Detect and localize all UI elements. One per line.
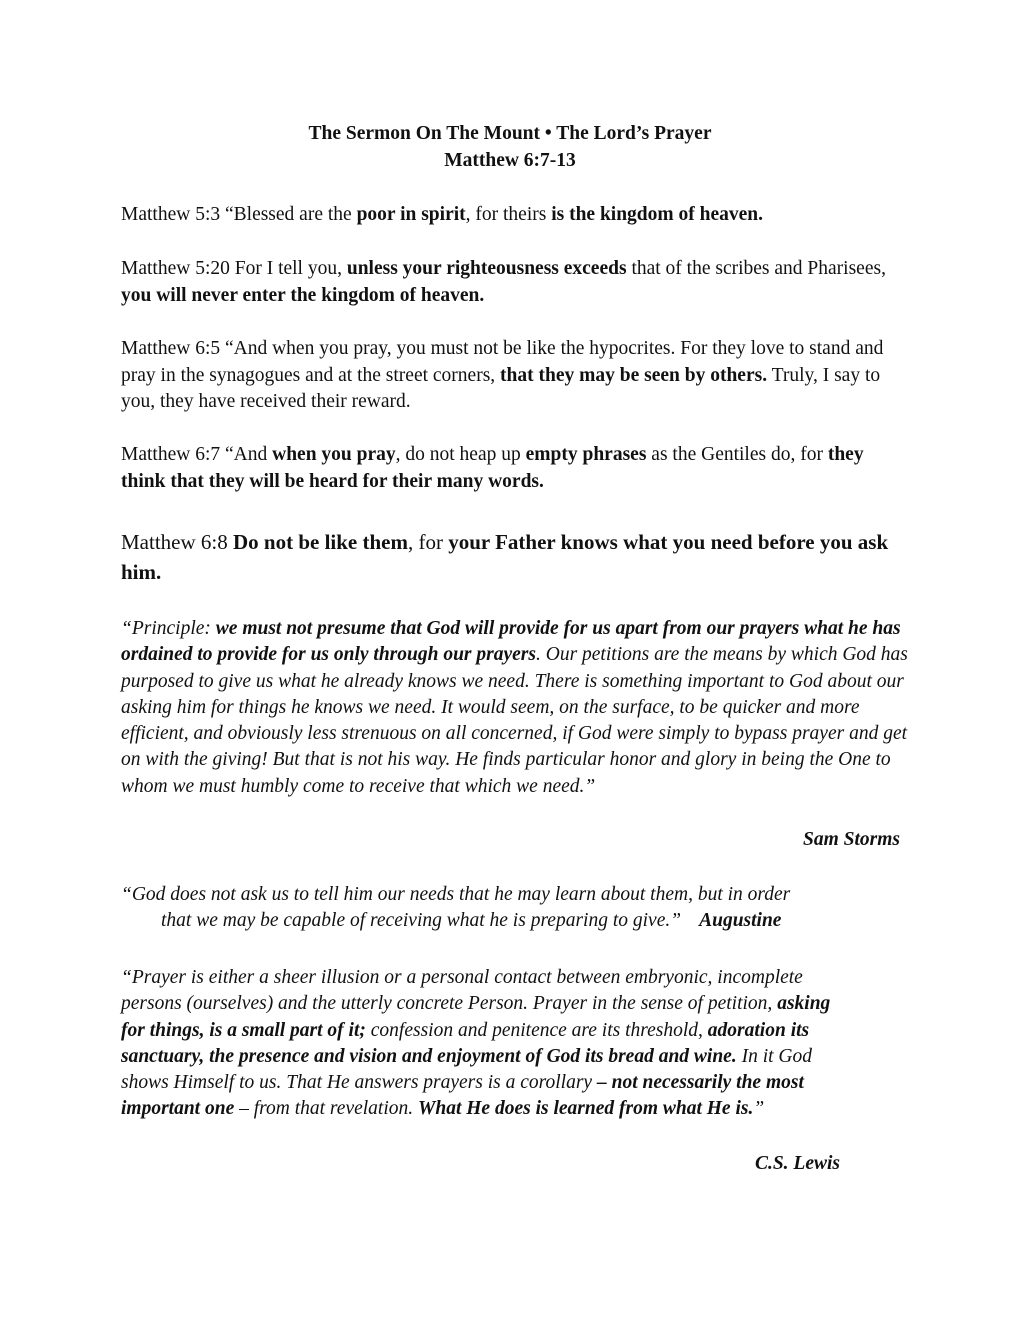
quote-sam-storms: “Principle: we must not presume that God will provide for us apart from our prayers what he has ordained to provide for us only through our prayers. Our petitions are the means by which God has purposed to give us what he already knows we need. There is something important to God about our asking him for things he knows we need. It would seem, on the surface, to be quicker and more efficient, and obviously less strenuous on all concerned, if God were simply to bypass prayer and get on with the giving! But that is not his way. He finds particular honor and glory in being the One to whom we must humbly come to receive that which we need.” [121, 618, 908, 797]
verse-matthew-6-8: Matthew 6:8 Do not be like them, for your Father knows what you need before you ask him. [121, 530, 889, 584]
page-title: The Sermon On The Mount • The Lord’s Prayer [308, 123, 712, 144]
verse-matthew-5-3: Matthew 5:3 “Blessed are the poor in spirit, for theirs is the kingdom of heaven. [121, 204, 764, 225]
quote-author-augustine: Augustine [699, 910, 782, 932]
quote-author-sam-storms: Sam Storms [803, 829, 900, 850]
quote-author-cs-lewis: C.S. Lewis [754, 1153, 840, 1174]
quote-cs-lewis: “Prayer is either a sheer illusion or a personal contact between embryonic, incomplete persons (ourselves) and the utterly concrete Person. Prayer in the sense of petition, asking for things, is a small part of it; confession and penitence are its threshold, adoration its sanctuary, the presence and vision and enjoyment of God its bread and wine. In it God shows Himself to us. That He answers prayers is a corollary – not necessarily the most important one – from that revelation. What He does is learned from what He is.” [121, 967, 831, 1120]
verse-matthew-5-20: Matthew 5:20 For I tell you, unless your righteousness exceeds that of the scribes and Pharisees, you will never enter the kingdom of heaven. [121, 258, 886, 306]
page-subtitle: Matthew 6:7-13 [444, 150, 576, 171]
quote-augustine: “God does not ask us to tell him our needs that he may learn about them, but in order that we may be capable of receiving what he is preparing to give.” Augustine [121, 884, 791, 932]
verse-matthew-6-5: Matthew 6:5 “And when you pray, you must not be like the hypocrites. For they love to stand and pray in the synagogues and at the street corners, that they may be seen by others. Truly, I say to you, they have received their reward. [121, 338, 884, 412]
verse-matthew-6-7: Matthew 6:7 “And when you pray, do not heap up empty phrases as the Gentiles do, for they think that they will be heard for their many words. [121, 444, 864, 492]
